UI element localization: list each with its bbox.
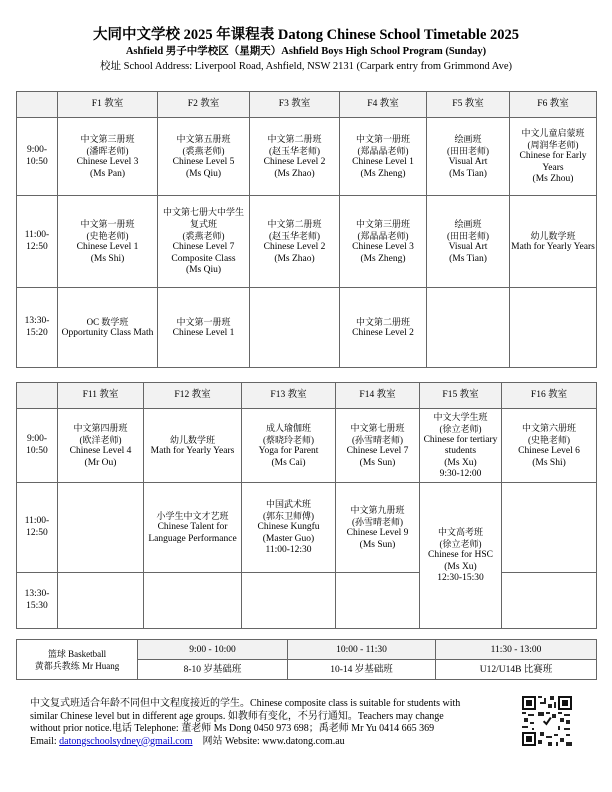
class-cell: 中文第一册班 (郑晶晶老师) Chinese Level 1 (Ms Zheng) [340,118,427,196]
empty-cell [502,483,597,573]
time-slot: 11:00- 12:50 [17,483,58,573]
empty-cell [510,288,597,368]
basketball-time: 10:00 - 11:30 [288,640,436,660]
basketball-time: 9:00 - 10:00 [138,640,288,660]
time-slot: 11:00- 12:50 [17,196,58,288]
room-header: F5 教室 [427,92,510,118]
class-cell: 中文第四册班 (欧洋老师) Chinese Level 4 (Mr Ou) [58,409,144,483]
class-cell: 小学生中文才艺班 Chinese Talent for Language Performance [144,483,242,573]
corner-cell [17,383,58,409]
basketball-group: 10-14 岁基础班 [288,660,436,680]
website-text: 网站 Website: www.datong.com.au [202,735,345,747]
room-header: F16 教室 [502,383,597,409]
empty-cell [58,573,144,629]
class-cell: 中文高考班 (徐立老师) Chinese for HSC (Ms Xu) 12:30-15:30 [420,483,502,629]
class-cell: 中文第二册班 (赵玉华老师) Chinese Level 2 (Ms Zhao) [250,196,340,288]
empty-cell [242,573,336,629]
time-slot: 9:00- 10:50 [17,409,58,483]
class-cell: 中文第七册班 (孙雪晴老师) Chinese Level 7 (Ms Sun) [336,409,420,483]
class-cell: 中文第九册班 (孙雪晴老师) Chinese Level 9 (Ms Sun) [336,483,420,573]
class-cell: 中文第二册班 Chinese Level 2 [340,288,427,368]
time-slot: 13:30- 15:20 [17,288,58,368]
room-header: F13 教室 [242,383,336,409]
class-cell: 绘画班 (田田老师) Visual Art (Ms Tian) [427,196,510,288]
class-cell: 幼儿数学班 Math for Yearly Years [144,409,242,483]
class-cell: 幼儿数学班 Math for Yearly Years [510,196,597,288]
timetable-f1-f6 [16,91,597,368]
class-cell: 成人瑜伽班 (蔡晓玲老师) Yoga for Parent (Ms Cai) [242,409,336,483]
basketball-table [16,639,597,680]
class-cell: 中文第三册班 (郑晶晶老师) Chinese Level 3 (Ms Zheng) [340,196,427,288]
time-slot: 9:00- 10:50 [17,118,58,196]
class-cell: 中文第七册大中学生复式班 (裘燕老师) Chinese Level 7 Composite Class (Ms Qiu) [158,196,250,288]
class-cell: 绘画班 (田田老师) Visual Art (Ms Tian) [427,118,510,196]
class-cell: 中文第六册班 (史艳老师) Chinese Level 6 (Ms Shi) [502,409,597,483]
class-cell: 中文大学生班 (徐立老师) Chinese for tertiary students (Ms Xu) 9:30-12:00 [420,409,502,483]
footer-notes [30,698,508,748]
basketball-group: U12/U14B 比赛班 [436,660,597,680]
room-header: F15 教室 [420,383,502,409]
school-address: 校址 School Address: Liverpool Road, Ashfield, NSW 2131 (Carpark entry from Grimmond Ave) [100,61,512,72]
class-cell: OC 数学班 Opportunity Class Math [58,288,158,368]
basketball-group: 8-10 岁基础班 [138,660,288,680]
time-slot: 13:30- 15:30 [17,573,58,629]
basketball-label-cell: 篮球 Basketball 黄都兵教练 Mr Huang [17,640,138,680]
room-header: F14 教室 [336,383,420,409]
footer-line: without prior notice.电话 Telephone: 董老师 Ms Dong 0450 973 698；禹老师 Mr Yu 0414 665 369 [30,723,435,734]
footer-line: 中文复式班适合年龄不同但中文程度接近的学生。Chinese composite class is suitable for students with [30,698,461,709]
room-header: F11 教室 [58,383,144,409]
class-cell: 中文儿童启蒙班 (周润华老师) Chinese for Early Years (Ms Zhou) [510,118,597,196]
room-header: F12 教室 [144,383,242,409]
room-header: F2 教室 [158,92,250,118]
basketball-time: 11:30 - 13:00 [436,640,597,660]
room-header: F3 教室 [250,92,340,118]
class-cell: 中文第一册班 Chinese Level 1 [158,288,250,368]
class-cell: 中国武术班 (郭东卫师傅) Chinese Kungfu (Master Guo) 11:00-12:30 [242,483,336,573]
class-cell: 中文第三册班 (潘晖老师) Chinese Level 3 (Ms Pan) [58,118,158,196]
page-subtitle: Ashfield 男子中学校区（星期天）Ashfield Boys High School Program (Sunday) [125,46,487,57]
email-label: Email: [30,735,60,747]
empty-cell [427,288,510,368]
room-header: F6 教室 [510,92,597,118]
timetable-f11-f16 [16,382,597,629]
footer-line: similar Chinese level but in different age groups. 如教师有变化，不另行通知。Teachers may change [30,710,444,722]
empty-cell [58,483,144,573]
footer-contact [30,736,508,749]
empty-cell [502,573,597,629]
empty-cell [336,573,420,629]
email-link[interactable]: datongschoolsydney@gmail.com [59,735,193,747]
class-cell: 中文第五册班 (裘燕老师) Chinese Level 5 (Ms Qiu) [158,118,250,196]
page-title: 大同中文学校 2025 年课程表 Datong Chinese School Timetable 2025 [92,27,520,43]
room-header: F1 教室 [58,92,158,118]
empty-cell [250,288,340,368]
qr-code-icon [522,696,572,746]
class-cell: 中文第二册班 (赵玉华老师) Chinese Level 2 (Ms Zhao) [250,118,340,196]
empty-cell [144,573,242,629]
class-cell: 中文第一册班 (史艳老师) Chinese Level 1 (Ms Shi) [58,196,158,288]
corner-cell [17,92,58,118]
room-header: F4 教室 [340,92,427,118]
